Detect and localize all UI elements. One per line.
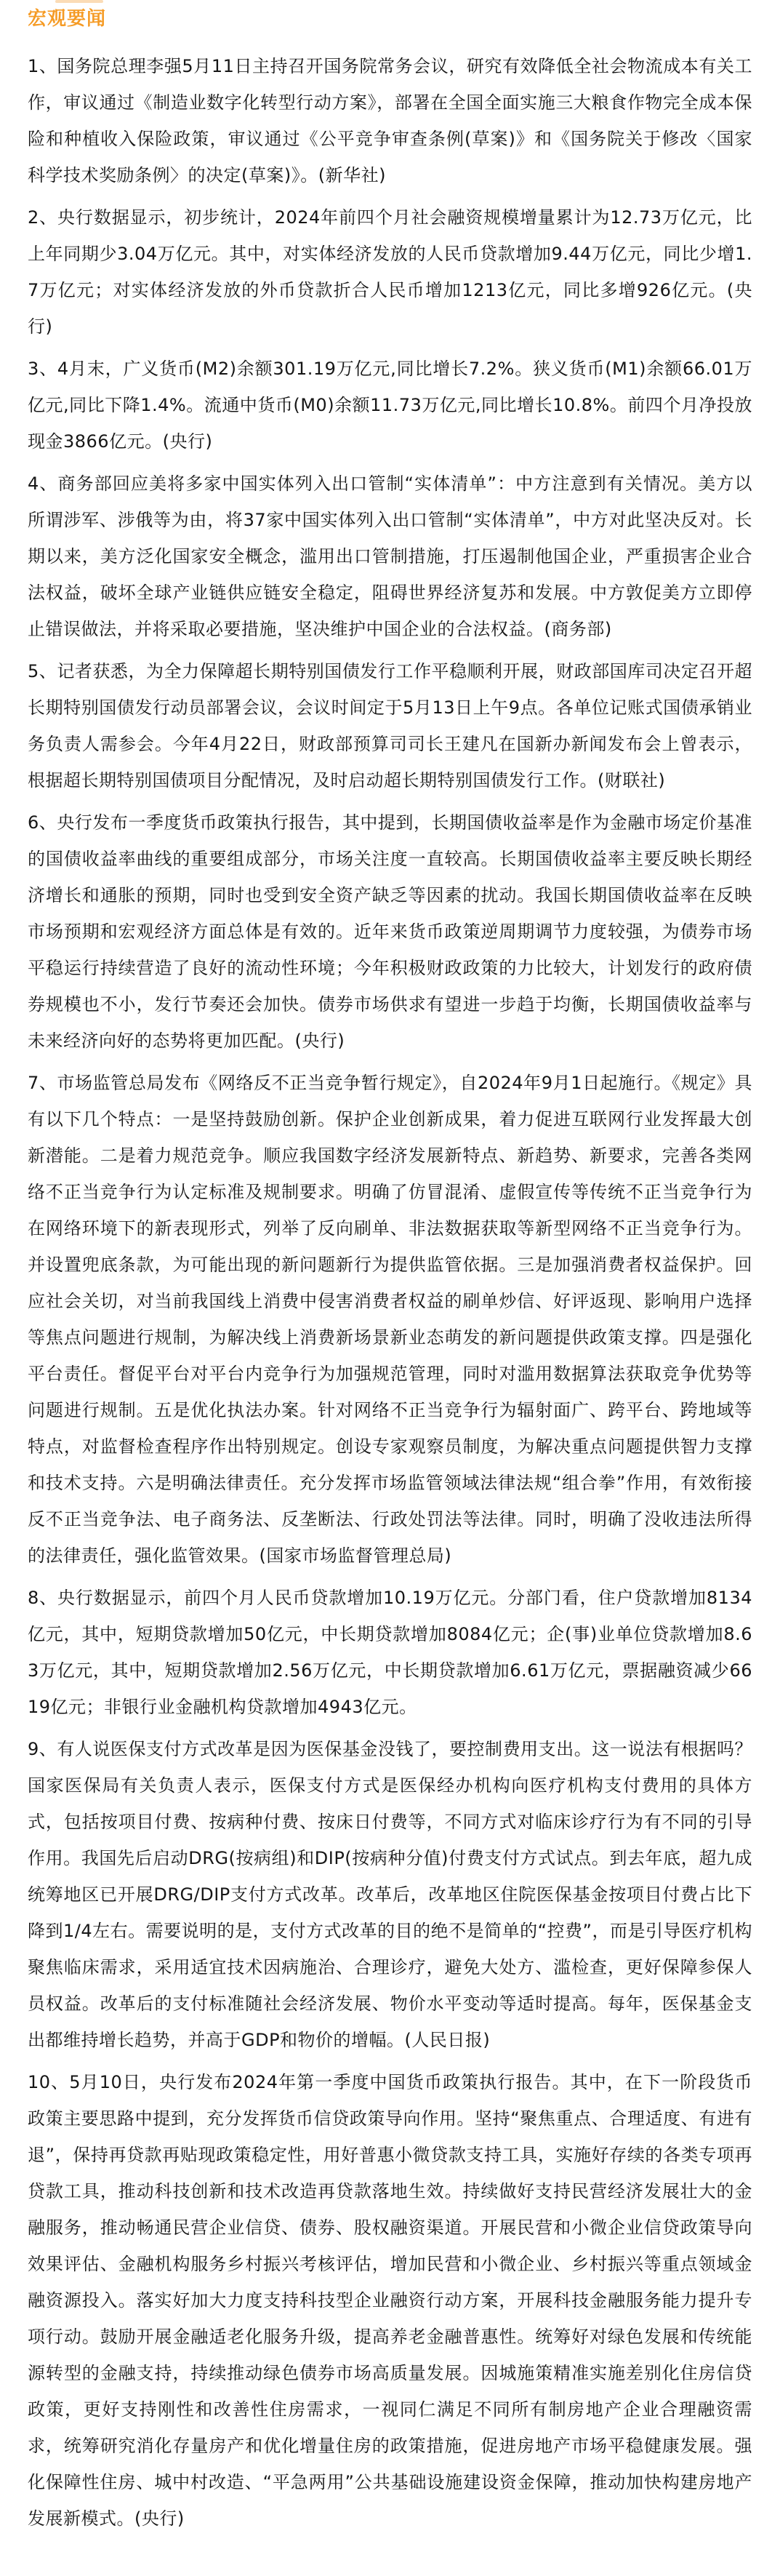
news-list bbox=[28, 48, 752, 2537]
news-item: 8、央行数据显示，前四个月人民币贷款增加10.19万亿元。分部门看，住户贷款增加8134亿元，其中，短期贷款增加50亿元，中长期贷款增加8084亿元；企(事)业单位贷款增加8.63万亿元，其中，短期贷款增加2.56万亿元，中长期贷款增加6.61万亿元，票据融资减少6619亿元；非银行业金融机构贷款增加4943亿元。 bbox=[28, 1588, 752, 1717]
news-item: 4、商务部回应美将多家中国实体列入出口管制“实体清单”：中方注意到有关情况。美方以所谓涉军、涉俄等为由，将37家中国实体列入出口管制“实体清单”，中方对此坚决反对。长期以来，美方泛化国家安全概念，滥用出口管制措施，打压遏制他国企业，严重损害企业合法权益，破坏全球产业链供应链安全稳定，阻碍世界经济复苏和发展。中方敦促美方立即停止错误做法，并将采取必要措施，坚决维护中国企业的合法权益。(商务部) bbox=[28, 473, 752, 639]
news-item: 7、市场监管总局发布《网络反不正当竞争暂行规定》，自2024年9月1日起施行。《规定》具有以下几个特点：一是坚持鼓励创新。保护企业创新成果，着力促进互联网行业发挥最大创新潜能。二是着力规范竞争。顺应我国数字经济发展新特点、新趋势、新要求，完善各类网络不正当竞争行为认定标准及规制要求。明确了仿冒混淆、虚假宣传等传统不正当竞争行为在网络环境下的新表现形式，列举了反向刷单、非法数据获取等新型网络不正当竞争行为。并设置兜底条款，为可能出现的新问题新行为提供监管依据。三是加强消费者权益保护。回应社会关切，对当前我国线上消费中侵害消费者权益的刷单炒信、好评返现、影响用户选择等焦点问题进行规制，为解决线上消费新场景新业态萌发的新问题提供政策支撑。四是强化平台责任。督促平台对平台内竞争行为加强规范管理，同时对滥用数据算法获取竞争优势等问题进行规制。五是优化执法办案。针对网络不正当竞争行为辐射面广、跨平台、跨地域等特点，对监督检查程序作出特别规定。创设专家观察员制度，为解决重点问题提供智力支撑和技术支持。六是明确法律责任。充分发挥市场监管领域法律法规“组合拳”作用，有效衔接反不正当竞争法、电子商务法、反垄断法、行政处罚法等法律。同时，明确了没收违法所得的法律责任，强化监管效果。(国家市场监督管理总局) bbox=[28, 1073, 752, 1566]
news-item: 9、有人说医保支付方式改革是因为医保基金没钱了，要控制费用支出。这一说法有根据吗？国家医保局有关负责人表示，医保支付方式是医保经办机构向医疗机构支付费用的具体方式，包括按项目付费、按病种付费、按床日付费等，不同方式对临床诊疗行为有不同的引导作用。我国先后启动DRG(按病组)和DIP(按病种分值)付费支付方式试点。到去年底，超九成统筹地区已开展DRG/DIP支付方式改革。改革后，改革地区住院医保基金按项目付费占比下降到1/4左右。需要说明的是，支付方式改革的目的绝不是简单的“控费”，而是引导医疗机构聚焦临床需求，采用适宜技术因病施治、合理诊疗，避免大处方、滥检查，更好保障参保人员权益。改革后的支付标准随社会经济发展、物价水平变动等适时提高。每年，医保基金支出都维持增长趋势，并高于GDP和物价的增幅。(人民日报) bbox=[28, 1739, 752, 2050]
news-item: 2、央行数据显示，初步统计，2024年前四个月社会融资规模增量累计为12.73万亿元，比上年同期少3.04万亿元。其中，对实体经济发放的人民币贷款增加9.44万亿元，同比少增1.7万亿元；对实体经济发放的外币贷款折合人民币增加1213亿元，同比多增926亿元。(央行) bbox=[28, 207, 752, 337]
news-item: 6、央行发布一季度货币政策执行报告，其中提到，长期国债收益率是作为金融市场定价基准的国债收益率曲线的重要组成部分，市场关注度一直较高。长期国债收益率主要反映长期经济增长和通胀的预期，同时也受到安全资产缺乏等因素的扰动。我国长期国债收益率在反映市场预期和宏观经济方面总体是有效的。近年来货币政策逆周期调节力度较强，为债券市场平稳运行持续营造了良好的流动性环境；今年积极财政政策的力比较大，计划发行的政府债券规模也不小，发行节奏还会加快。债券市场供求有望进一步趋于均衡，长期国债收益率与未来经济向好的态势将更加匹配。(央行) bbox=[28, 812, 752, 1051]
news-item: 3、4月末，广义货币(M2)余额301.19万亿元,同比增长7.2%。狭义货币(M1)余额66.01万亿元,同比下降1.4%。流通中货币(M0)余额11.73万亿元,同比增长10.8%。前四个月净投放现金3866亿元。(央行) bbox=[28, 359, 752, 452]
news-item: 1、国务院总理李强5月11日主持召开国务院常务会议，研究有效降低全社会物流成本有关工作，审议通过《制造业数字化转型行动方案》，部署在全国全面实施三大粮食作物完全成本保险和种植收入保险政策，审议通过《公平竞争审查条例(草案)》和《国务院关于修改〈国家科学技术奖励条例〉的决定(草案)》。(新华社) bbox=[28, 56, 752, 185]
news-item: 5、记者获悉，为全力保障超长期特别国债发行工作平稳顺利开展，财政部国库司决定召开超长期特别国债发行动员部署会议，会议时间定于5月13日上午9点。各单位记账式国债承销业务负责人需参会。今年4月22日，财政部预算司司长王建凡在国新办新闻发布会上曾表示，根据超长期特别国债项目分配情况，及时启动超长期特别国债发行工作。(财联社) bbox=[28, 661, 752, 791]
news-item: 10、5月10日，央行发布2024年第一季度中国货币政策执行报告。其中，在下一阶段货币政策主要思路中提到，充分发挥货币信贷政策导向作用。坚持“聚焦重点、合理适度、有进有退”，保持再贷款再贴现政策稳定性，用好普惠小微贷款支持工具，实施好存续的各类专项再贷款工具，推动科技创新和技术改造再贷款落地生效。持续做好支持民营经济发展壮大的金融服务，推动畅通民营企业信贷、债券、股权融资渠道。开展民营和小微企业信贷政策导向效果评估、金融机构服务乡村振兴考核评估，增加民营和小微企业、乡村振兴等重点领域金融资源投入。落实好加大力度支持科技型企业融资行动方案，开展科技金融服务能力提升专项行动。鼓励开展金融适老化服务升级，提高养老金融普惠性。统筹好对绿色发展和传统能源转型的金融支持，持续推动绿色债券市场高质量发展。因城施策精准实施差别化住房信贷政策，更好支持刚性和改善性住房需求，一视同仁满足不同所有制房地产企业合理融资需求，统筹研究消化存量房产和优化增量住房的政策措施，促进房地产市场平稳健康发展。强化保障性住房、城中村改造、“平急两用”公共基础设施建设资金保障，推动加快构建房地产发展新模式。(央行) bbox=[28, 2072, 752, 2529]
section-title: 宏观要闻 bbox=[28, 8, 107, 30]
cropped-text-artifact bbox=[55, 0, 103, 3]
